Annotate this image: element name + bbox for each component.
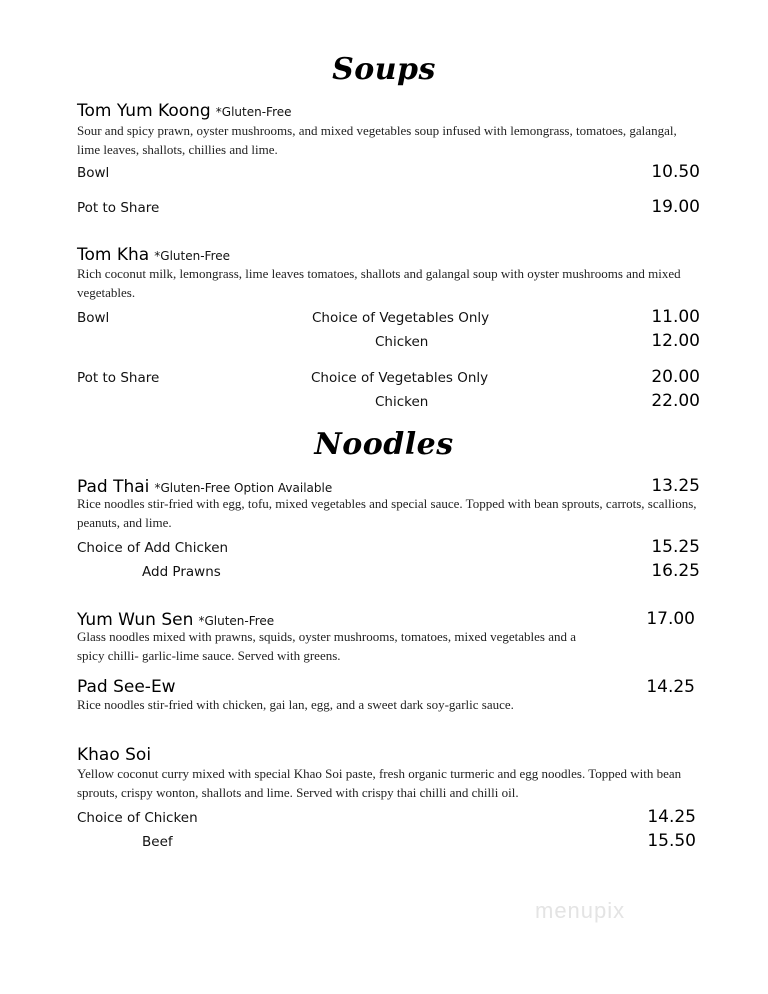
- choice-label: Choice of Vegetables Only: [311, 370, 489, 386]
- menu-item-pad-see-ew: [77, 677, 176, 697]
- item-note: *Gluten-Free: [154, 249, 231, 263]
- watermark-logo: menupix: [535, 898, 626, 923]
- item-description: Rice noodles stir-fried with egg, tofu, mixed vegetables and special sauce. Topped with bean sprouts, carrots, scallions, peanuts, and lime.: [77, 496, 697, 530]
- choice-label: Chicken: [375, 334, 429, 350]
- option-label: Add Prawns: [142, 564, 221, 580]
- price: 20.00: [651, 367, 700, 387]
- price: 15.25: [651, 537, 700, 557]
- item-name: Pad See-Ew: [77, 677, 176, 697]
- price: 14.25: [647, 807, 696, 827]
- item-name: Pad Thai: [77, 477, 150, 497]
- item-description: Rice noodles stir-fried with chicken, gai lan, egg, and a sweet dark soy-garlic sauce.: [77, 697, 514, 712]
- menu-item-tom-kha: [77, 245, 230, 265]
- item-name: Tom Yum Koong: [77, 101, 211, 121]
- item-description: Rich coconut milk, lemongrass, lime leaves tomatoes, shallots and galangal soup with oyster mushrooms and mixed vegetables.: [77, 266, 681, 300]
- soups-heading: Soups: [332, 52, 436, 87]
- item-description: Glass noodles mixed with prawns, squids, oyster mushrooms, tomatoes, mixed vegetables and a spicy chilli- garlic-lime sauce. Served with greens.: [77, 629, 576, 663]
- item-note: *Gluten-Free: [198, 614, 275, 628]
- item-name: Tom Kha: [77, 245, 150, 265]
- menu-item-khao-soi: [77, 745, 151, 765]
- option-label: Beef: [142, 834, 173, 850]
- noodles-heading: Noodles: [314, 427, 454, 462]
- option-label: Bowl: [77, 310, 110, 326]
- choice-label: Chicken: [375, 394, 429, 410]
- price: 17.00: [646, 609, 695, 629]
- menu-item-tom-yum-koong: [77, 101, 292, 121]
- price: 13.25: [651, 476, 700, 496]
- choice-label: Choice of Vegetables Only: [312, 310, 490, 326]
- price: 10.50: [651, 162, 700, 182]
- item-name: Yum Wun Sen: [77, 610, 194, 630]
- option-label: Bowl: [77, 165, 110, 181]
- price: 14.25: [646, 677, 695, 697]
- option-label: Pot to Share: [77, 370, 160, 386]
- price: 22.00: [651, 391, 700, 411]
- option-label: Choice of Chicken: [77, 810, 198, 826]
- item-note: *Gluten-Free Option Available: [154, 481, 333, 495]
- option-label: Choice of Add Chicken: [77, 540, 229, 556]
- option-label: Pot to Share: [77, 200, 160, 216]
- item-description: Yellow coconut curry mixed with special Khao Soi paste, fresh organic turmeric and egg noodles. Topped with bean sprouts, crispy wonton, shallots and lime. Served with crispy thai chilli and chilli oil.: [77, 766, 682, 800]
- item-description: Sour and spicy prawn, oyster mushrooms, and mixed vegetables soup infused with lemongrass, tomatoes, galangal, lime leaves, shallots, chillies and lime.: [77, 123, 677, 157]
- price: 12.00: [651, 331, 700, 351]
- price: 19.00: [651, 197, 700, 217]
- item-note: *Gluten-Free: [215, 105, 292, 119]
- price: 15.50: [647, 831, 696, 851]
- price: 11.00: [651, 307, 700, 327]
- item-name: Khao Soi: [77, 745, 152, 765]
- price: 16.25: [651, 561, 700, 581]
